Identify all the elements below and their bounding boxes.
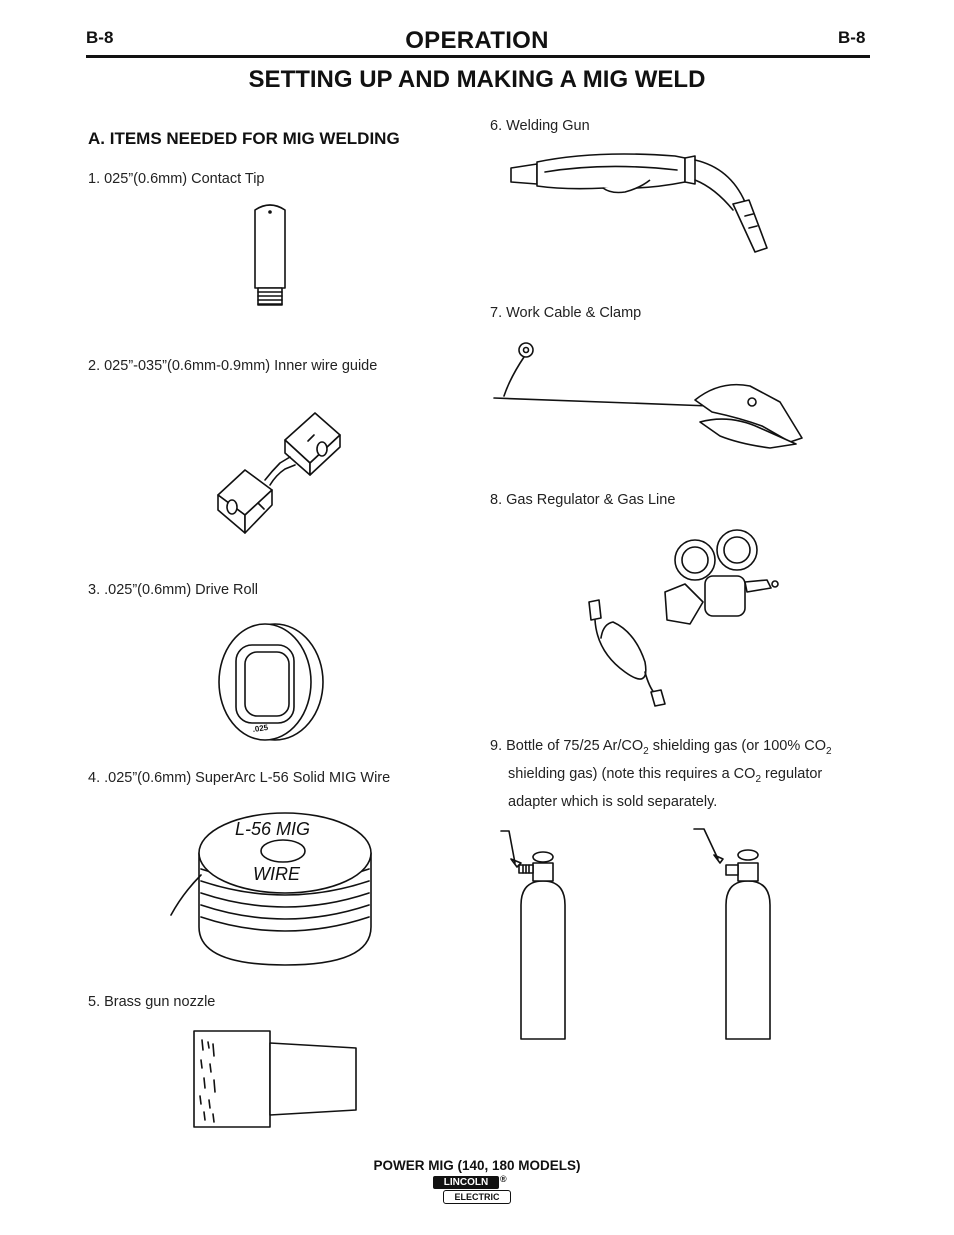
item-9-label: 9. Bottle of 75/25 $Ar/CO_2$ shielding gas (or 100% $CO_2$ shielding gas) (note this requires a $CO_2$ regulator adapter which is sold separately. — [490, 738, 832, 810]
gas-regulator-illustration — [575, 522, 785, 717]
subheading: A. ITEMS NEEDED FOR MIG WELDING — [88, 129, 400, 148]
item-4-label: 4. .025”(0.6mm) SuperArc L-56 Solid MIG Wire — [88, 770, 391, 786]
brass-nozzle-illustration — [192, 1028, 360, 1130]
gas-bottle-right-illustration — [690, 825, 790, 1045]
page-title: SETTING UP AND MAKING A MIG WELD — [248, 66, 706, 93]
inner-wire-guide-illustration — [210, 405, 350, 545]
footer-model: POWER MIG (140, 180 MODELS) — [373, 1158, 581, 1173]
mig-wire-spool-illustration — [165, 805, 375, 975]
section-title: OPERATION — [405, 27, 549, 54]
header-rule — [86, 55, 870, 58]
welding-gun-illustration — [505, 148, 780, 263]
item-1-label: 1. 025”(0.6mm) Contact Tip — [88, 171, 265, 187]
work-cable-clamp-illustration — [490, 340, 810, 455]
page-code-left: B-8 — [86, 28, 114, 47]
item-2-label: 2. 025”-035”(0.6mm-0.9mm) Inner wire guide — [88, 358, 378, 374]
logo-top-text: LINCOLN — [433, 1176, 499, 1189]
contact-tip-illustration — [245, 200, 295, 310]
item-7-label: 7. Work Cable & Clamp — [490, 305, 642, 321]
drive-roll-marking: .025 — [252, 722, 269, 734]
logo-registered-mark: ® — [500, 1174, 507, 1184]
gas-bottle-left-illustration — [495, 825, 585, 1045]
item-3-label: 3. .025”(0.6mm) Drive Roll — [88, 582, 259, 598]
wire-spool-label-2: WIRE — [253, 864, 300, 884]
drive-roll-illustration — [213, 620, 328, 745]
item-8-label: 8. Gas Regulator & Gas Line — [490, 492, 676, 508]
page-code-right: B-8 — [838, 28, 866, 47]
item-6-label: 6. Welding Gun — [490, 118, 590, 134]
lincoln-electric-logo — [433, 1176, 511, 1204]
wire-spool-label-1: L-56 MIG — [235, 819, 311, 839]
logo-bottom-text: ELECTRIC — [443, 1190, 511, 1204]
item-5-label: 5. Brass gun nozzle — [88, 994, 216, 1010]
